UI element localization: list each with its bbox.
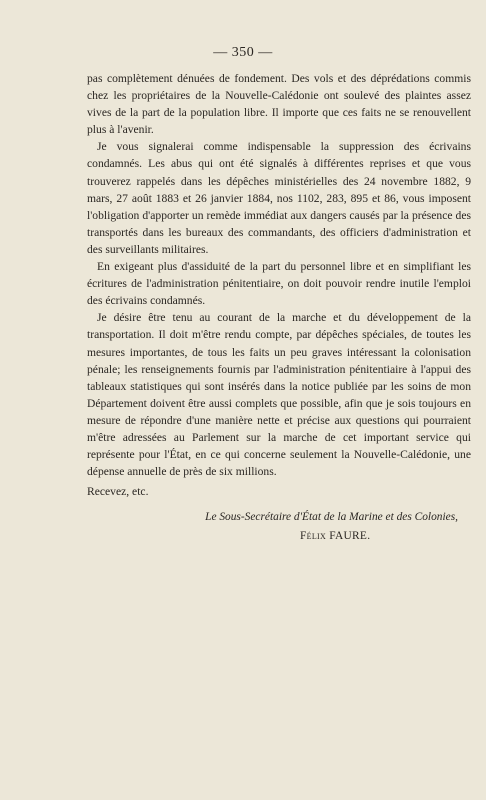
paragraph-2: Je vous signalerai comme indispensable la suppression des écrivains condamnés. Les abus qui ont été signalés à différentes reprises et que vous trouverez rappelés dans les dépêches ministérielles des 24 novembre 1882, 9 mars, 27 août 1883 et 26 janvier 1884, nos 1102, 283, 895 et 86, vous imposent l'obligation d'apporter un remède immédiat aux dangers causés par la présence des transportés dans les bureaux des commandants, des officiers d'administration et des surveillants militaires.	[87, 140, 471, 256]
paragraph-4: Je désire être tenu au courant de la marche et du développement de la transportation. Il doit m'être rendu compte, par dépêches spéciales, de toutes les mesures importantes, de tous les faits un peu graves intéressant la colonisation pénale; les renseignements fournis par l'administration pénitentiaire à l'appui des tableaux statistiques qui sont insérés dans la notice publiée par les soins de mon Département doivent être aussi complets que possible, afin que je sois toujours en mesure de répondre d'une manière nette et précise aux questions qui pourraient m'être adressées au Parlement sur la marche de cet important service qui représente pour l'État, en ce qui concerne seulement la Nouvelle-Calédonie, une dépense annuelle de près de six millions.	[87, 311, 471, 479]
signature-title: Le Sous-Secrétaire d'État de la Marine et des Colonies,	[205, 511, 458, 523]
signature-name	[300, 530, 370, 542]
paragraph-3: En exigeant plus d'assiduité de la part du personnel libre et en simplifiant les écritures de l'administration pénitentiaire, on doit pouvoir rendre inutile l'emploi des écrivains condamnés.	[87, 260, 471, 308]
body-text	[87, 70, 471, 500]
paragraph-1: pas complètement dénuées de fondement. Des vols et des déprédations commis chez les propriétaires de la Nouvelle-Calédonie ont soulevé des plaintes assez vives de la part de la population libre. Il importe que ces faits ne se renouvellent plus à l'avenir.	[87, 72, 471, 137]
signature-name-text: Félix FAURE.	[300, 530, 371, 542]
closing-line: Recevez, etc.	[87, 485, 149, 499]
page-number: — 350 —	[213, 45, 273, 60]
